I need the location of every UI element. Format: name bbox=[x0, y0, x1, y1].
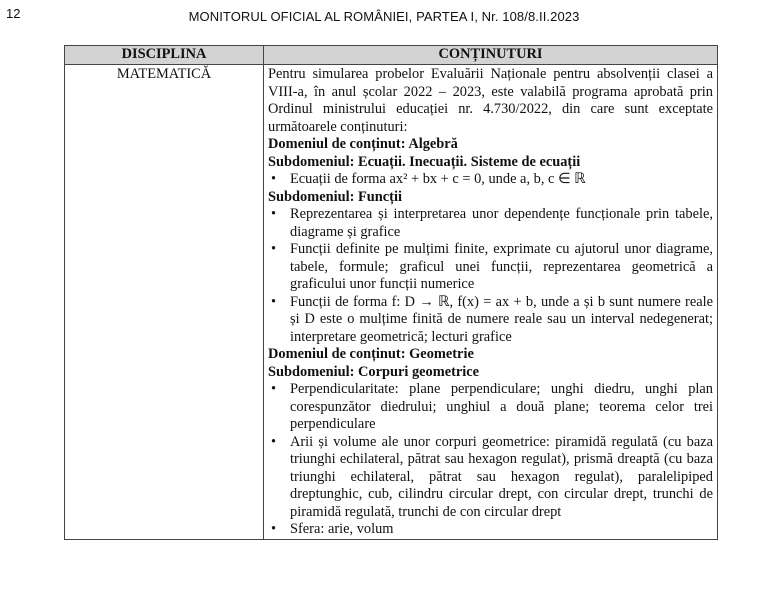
list-item: • Ecuații de forma ax² + bx + c = 0, unde a, b, c ∈ ℝ bbox=[268, 171, 713, 189]
domain-heading-geometry: Domeniul de conținut: Geometrie bbox=[268, 346, 474, 362]
list-item: • Funcții de forma f: D → ℝ, f(x) = ax + b, unde a și b sunt numere reale și D este o mulțime finită de numere reale sau un interval nedegenerat; interpretare geometrică; lecturi grafice bbox=[268, 294, 713, 347]
list-item: • Arii și volume ale unor corpuri geometrice: piramidă regulată (cu baza triunghi echilateral, pătrat sau hexagon regulat), prismă dreaptă (cu baza triunghi echilateral, pătrat sau hexagon regulat), paralelipiped dreptunghic, cub, cilindru circular drept, con circular drept, trunchi de piramidă regulată, trunchi de con circular drept bbox=[268, 434, 713, 522]
list-item: • Reprezentarea și interpretarea unor dependențe funcționale prin tabele, diagrame și grafice bbox=[268, 206, 713, 241]
list-item: • Perpendicularitate: plane perpendiculare; unghi diedru, unghi plan corespunzător diedrului; unghiul a două plane; teorema celor trei perpendiculare bbox=[268, 381, 713, 434]
list-item: • Sfera: arie, volum bbox=[268, 521, 713, 539]
table-header-row bbox=[65, 46, 718, 65]
subdomain-heading-functions: Subdomeniul: Funcții bbox=[268, 188, 402, 205]
functions-list bbox=[268, 206, 713, 346]
subdomain-heading-solids: Subdomeniul: Corpuri geometrice bbox=[268, 363, 480, 380]
running-header: MONITORUL OFICIAL AL ROMÂNIEI, PARTEA I, Nr. 108/8.II.2023 bbox=[188, 9, 580, 24]
column-header-discipline: DISCIPLINA bbox=[65, 46, 264, 65]
discipline-cell: MATEMATICĂ bbox=[65, 65, 264, 540]
list-item: • Funcții definite pe mulțimi finite, exprimate cu ajutorul unor diagrame, tabele, formule; graficul unei funcții, reprezentarea geometrică a graficului unor funcții numerice bbox=[268, 241, 713, 294]
domain-heading-algebra: Domeniul de conținut: Algebră bbox=[268, 136, 458, 152]
intro-paragraph: Pentru simularea probelor Evaluării Naționale pentru absolvenții clasei a VIII-a, în anul școlar 2022 – 2023, este valabilă programa aprobată prin Ordinul ministrului educației nr. 4.730/2022, din care sunt exceptate următoarele conținuturi: bbox=[268, 66, 713, 135]
subdomain-heading-equations: Subdomeniul: Ecuații. Inecuații. Sisteme de ecuații bbox=[268, 153, 581, 170]
column-header-contents: CONȚINUTURI bbox=[264, 46, 718, 65]
table-row bbox=[65, 65, 718, 540]
page-number: 12 bbox=[6, 6, 21, 21]
content-table bbox=[64, 45, 718, 540]
solids-list bbox=[268, 381, 713, 539]
contents-cell bbox=[264, 65, 718, 540]
equations-list bbox=[268, 171, 713, 189]
